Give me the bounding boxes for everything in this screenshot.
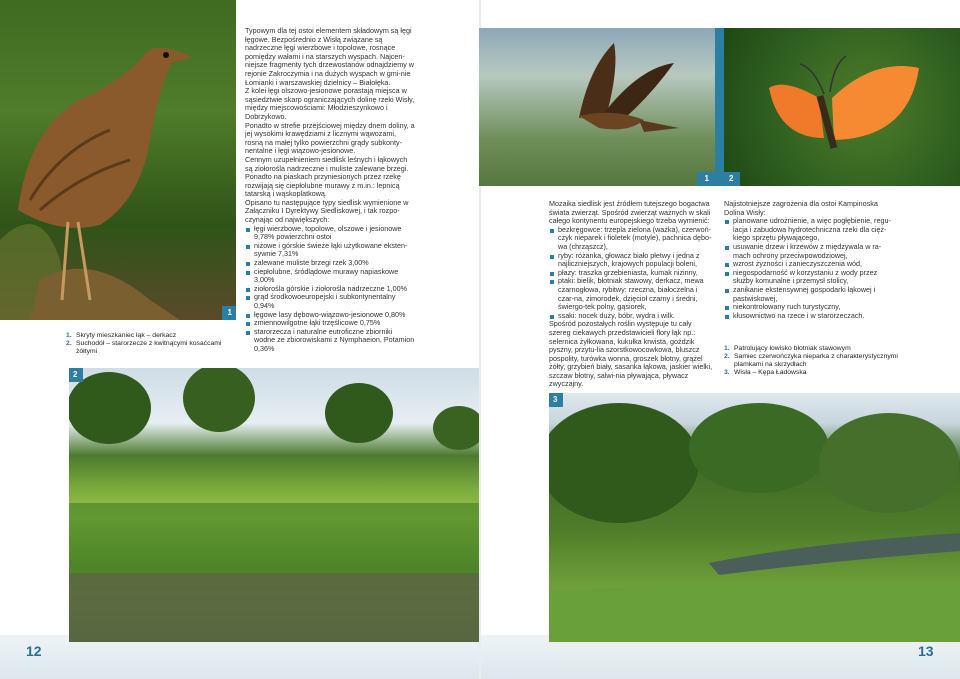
threat-list bbox=[724, 217, 894, 320]
paragraph: Z kolei łęgi olszowo-jesionowe porastają miejsca w sąsiedztwie skarp ograniczających dolinę rzeki Wisły, między miejscowościami: Młodzieszynkowo i Dobrzykowo. bbox=[245, 86, 415, 121]
list-item: usuwanie drzew i krzewów z międzywala w ra-mach ochrony przeciwpowodziowej, bbox=[724, 243, 894, 260]
caption-number: 3. bbox=[724, 369, 730, 376]
caption-number: 1. bbox=[66, 332, 72, 339]
caption-item bbox=[724, 369, 904, 377]
photo-number: 2 bbox=[73, 370, 78, 379]
photo-number: 3 bbox=[553, 395, 558, 404]
list-item: wzrost żyzności i zanieczyszczenia wód, bbox=[724, 260, 894, 269]
paragraph: Opisano tu następujące typy siedlisk wymienione w Załączniku I Dyrektywy Siedliskowej, i tak rozpo-czynając od największych: bbox=[245, 197, 409, 225]
caption-text: Wisła – Kępa Ładowska bbox=[734, 369, 807, 376]
photo-number: 1 bbox=[227, 308, 232, 317]
paragraph: Mozaika siedlisk jest źródłem tutejszego bogactwa świata zwierząt. Spośród zwierząt ważnych w skali całego kontynentu europejskiego trzeba wymienić: bbox=[549, 199, 711, 226]
paragraph: Najistotniejsze zagrożenia dla ostoi Kampinoska Dolina Wisły: bbox=[724, 199, 878, 217]
right-page-number: 13 bbox=[918, 643, 934, 659]
caption-item bbox=[66, 340, 226, 356]
paragraph: Ponadto w strefie przejściowej między dnem doliny, a jej wysokimi krawędziami z licznymi wąwozami, rosną na małej tylko powierzchni grądy subkonty-nentalne i łęgi wiązowo-jesionowe. bbox=[245, 120, 415, 156]
list-item: ptaki: bielik, błotniak stawowy, derkacz, mewa czarnogłowa, rybitwy: rzeczna, białoczelna i czar-na, zimorodek, dzięcioł czarny i średni, świergo-tek polny, gąsiorek, bbox=[549, 277, 714, 311]
list-item: grąd środkowoeuropejski i subkontynentalny 0,94% bbox=[245, 293, 415, 310]
caption-text: Samiec czerwończyka nieparka z charakterystycznymi plamkami na skrzydłach bbox=[734, 353, 898, 368]
oxbow-iris-photo bbox=[69, 368, 479, 642]
butterfly-photo bbox=[724, 28, 960, 186]
list-item: zanikanie ekstensywnej gospodarki łąkowej i pastwiskowej, bbox=[724, 286, 894, 303]
meadow-illustration bbox=[69, 368, 479, 642]
left-page-number: 12 bbox=[26, 643, 42, 659]
right-body-text-threats bbox=[724, 200, 894, 320]
fauna-list bbox=[549, 226, 714, 321]
habitat-list bbox=[245, 225, 415, 354]
right-captions bbox=[724, 345, 904, 377]
river-illustration bbox=[549, 393, 960, 642]
paragraph: Spośród pozostałych roślin występuje tu cały szereg ciekawych przedstawicieli flory łąk np.: selernica żyłkowana, kukułka krwista, goździk pyszny, przytu-lia szorstkowocowkowa, bluszcz pospolity, turówka wonna, groszek błotny, grążel żółty, grzybień biały, sasanka łąkowa, jaskier wielki, szczaw błotny, salwi-nia pływająca, pływacz zwyczajny. bbox=[549, 319, 713, 389]
caption-text: Suchodół – starorzecze z kwitnącymi kosaćcami żółtymi bbox=[76, 340, 222, 355]
list-item: zmiennowilgotne łąki trzęślicowe 0,75% bbox=[245, 319, 415, 328]
caption-text: Patrolujący łowisko błotniak stawowym bbox=[734, 345, 851, 352]
list-item: niegospodarność w korzystaniu z wody przez służby komunalne i przemysł stolicy, bbox=[724, 269, 894, 286]
caption-text: Skryty mieszkaniec łąk – derkacz bbox=[76, 332, 177, 339]
list-item: bezkręgowce: trzepla zielona (ważka), czerwoń-czyk nieparek i fioletek (motyle), pachnica dębo-wa (chrząszcz), bbox=[549, 226, 714, 252]
caption-number: 2. bbox=[724, 353, 730, 360]
left-captions bbox=[66, 332, 226, 356]
left-body-text bbox=[245, 27, 415, 354]
vistula-kepa-photo bbox=[549, 393, 960, 642]
butterfly-illustration bbox=[724, 28, 960, 186]
harrier-illustration bbox=[479, 28, 715, 186]
right-body-text-fauna bbox=[549, 200, 714, 389]
corncrake-photo bbox=[0, 0, 236, 320]
caption-item bbox=[66, 332, 226, 340]
list-item: ciepłolubne, śródlądowe murawy napiaskowe 3,00% bbox=[245, 268, 415, 285]
list-item: łęgowe lasy dębowo-wiązowo-jesionowe 0,80% bbox=[245, 311, 415, 320]
list-item: zalewane muliste brzegi rzek 3,00% bbox=[245, 259, 415, 268]
list-item: kłusownictwo na rzece i w starorzeczach. bbox=[724, 312, 894, 321]
list-item: starorzecza i naturalne eutroficzne zbiorniki wodne ze zbiorowiskami z Nymphaeion, Potamion 0,36% bbox=[245, 328, 415, 354]
list-item: ryby: różanka, głowacz biało płetwy i jedna z najliczniejszych, krajowych populacji boleni, bbox=[549, 252, 714, 269]
caption-item bbox=[724, 353, 904, 369]
photo-divider-bar bbox=[715, 28, 724, 186]
corncrake-illustration bbox=[0, 0, 236, 320]
caption-item bbox=[724, 345, 904, 353]
list-item: planowane udrożnienie, a więc pogłębienie, regu-lacja i zabudowa hydrotechniczna rzeki dla cięż-kiego sprzętu pływającego, bbox=[724, 217, 894, 243]
list-item: łęgi wierzbowe, topolowe, olszowe i jesionowe 9,78% powierzchni ostoi bbox=[245, 225, 415, 242]
list-item: ziołorośla górskie i ziołorośla nadrzeczne 1,00% bbox=[245, 285, 415, 294]
photo-number: 1 bbox=[704, 174, 709, 183]
photo-number: 2 bbox=[729, 174, 734, 183]
marsh-harrier-photo bbox=[479, 28, 715, 186]
list-item: niekontrolowany ruch turystyczny, bbox=[724, 303, 894, 312]
list-item: ssaki: nocek duży, bóbr, wydra i wilk. bbox=[549, 312, 714, 321]
paragraph: Cennym uzupełnieniem siedlisk leśnych i łąkowych są ziołorośla nadrzeczne i muliste zalewane brzegi. Ponadto na piaskach przyniesionych przez rzekę rozwijają się ciepłolubne murawy z m.in.: lepnicą tatarską i wąskoplatkową. bbox=[245, 154, 409, 199]
list-item: niżowe i górskie świeże łąki użytkowane eksten-sywnie 7,31% bbox=[245, 242, 415, 259]
caption-number: 2. bbox=[66, 340, 72, 347]
caption-number: 1. bbox=[724, 345, 730, 352]
list-item: płazy: traszka grzebieniasta, kumak nizinny, bbox=[549, 269, 714, 278]
paragraph: Typowym dla tej ostoi elementem składowym są łęgi łęgowe. Bezpośrednio z Wisłą związane są nadrzeczne łęgi wierzbowe i topolowe, rosnące pomiędzy wałami i na starszych wyspach. Najcen-niejsze fragmenty tych drzewostanów odnajdziemy w rejonie Zakroczymia i na dużych wyspach w gmi-nie Łomianki i warszawskiej dzielnicy – Białołęka. bbox=[245, 26, 414, 87]
